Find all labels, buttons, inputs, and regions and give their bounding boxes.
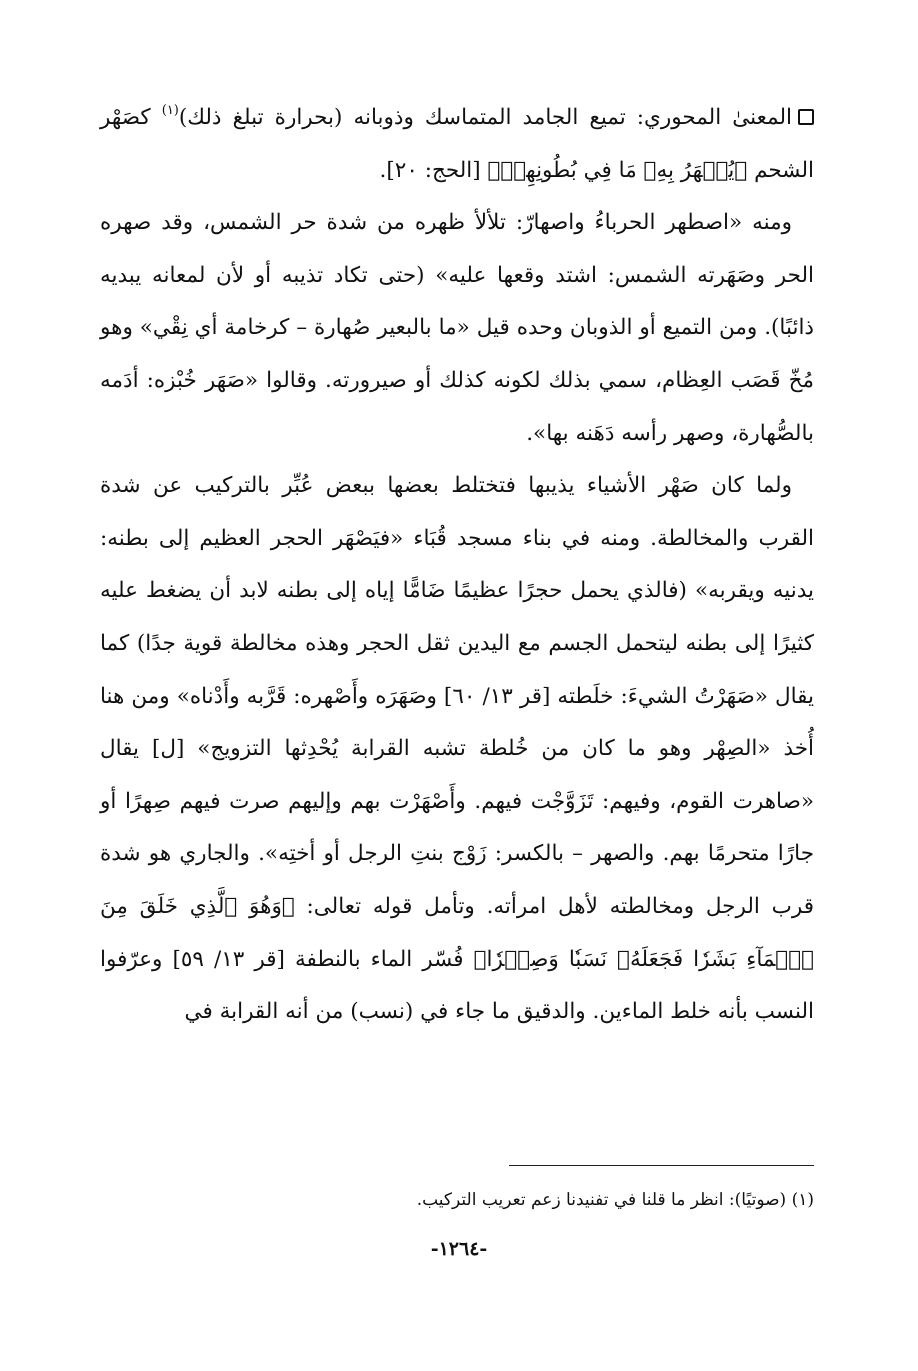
- paragraph-text: المعنىٰ المحوري: تميع الجامد المتماسك وذوبانه (بحرارة تبلغ ذلك)$^{(١)}$ كصَهْر الشحم ﴿يُصۡهَرُ بِهِۦ مَا فِي بُطُونِهِمۡ﴾ [الحج: ٢٠].: [100, 103, 814, 183]
- footnote-reference-marker: (١): [161, 103, 179, 118]
- footnote-divider: [509, 1165, 814, 1166]
- paragraph: ومنه «اصطهر الحرباءُ واصهارّ: تلألأ ظهره من شدة حر الشمس، وقد صهره الحر وصَهَرته الشمس: اشتد وقعها عليه» (حتى تكاد تذيبه أو لأن لمعانه يبديه ذائبًا). ومن التميع أو الذوبان وحده قيل «ما بالبعير صُهارة – كرخامة أي نِقْي» وهو مُخّ قَصَب العِظام، سمي بذلك لكونه كذلك أو صيرورته. وقالوا «صَهَر خُبْزه: أدَمه بالصُّهارة، وصهر رأسه دَهَنه بها».: [100, 210, 814, 446]
- square-box-icon: [798, 109, 814, 125]
- footnote: (١) (صوتيًا): انظر ما قلنا في تفنيدنا زعم تعريب التركيب.: [416, 1190, 814, 1210]
- paragraph: ولما كان صَهْر الأشياء يذيبها فتختلط بعضها ببعض عُبِّر بالتركيب عن شدة القرب والمخالطة. ومنه في بناء مسجد قُبَاء «فيَصْهَر الحجر العظيم إلى بطنه: يدنيه ويقربه» (فالذي يحمل حجرًا عظيمًا ضَامًّا إياه إلى بطنه لابد أن يضغط عليه كثيرًا إلى بطنه ليتحمل الجسم مع اليدين ثقل الحجر وهذه مخالطة قوية جدًا) كما يقال «صَهَرْتُ الشيءَ: خلَطته [قر ١٣/ ٦٠] وصَهَرَه وأَصْهره: قَرَّبه وأَدْناه» ومن هنا أُخذ «الصِهْر وهو ما كان من خُلطة تشبه القرابة يُحْدِثها التزويج» [ل] يقال «صاهرت القوم، وفيهم: تَزَوَّجْت فيهم. وأَصْهَرْت بهم وإليهم صرت فيهم صِهرًا أو جارًا متحرمًا بهم. والصهر – بالكسر: زَوْج بنتِ الرجل أو أختِه». والجاري هو شدة قرب الرجل ومخالطته لأهل امرأته. وتأمل قوله تعالى: ﴿وَهُوَ ٱلَّذِي خَلَقَ مِنَ ٱلۡمَآءِ بَشَرٗا فَجَعَلَهُۥ نَسَبٗا وَصِهۡرٗا﴾ فُسّر الماء بالنطفة [قر ١٣/ ٥٩] وعرّفوا النسب بأنه خلط الماءين. والدقيق ما جاء في (نسب) من أنه القرابة في: [100, 473, 815, 1025]
- paragraph-core-meaning: [100, 92, 814, 197]
- page-number: -١٢٦٤-: [430, 1238, 488, 1260]
- main-text-block: [100, 92, 814, 1039]
